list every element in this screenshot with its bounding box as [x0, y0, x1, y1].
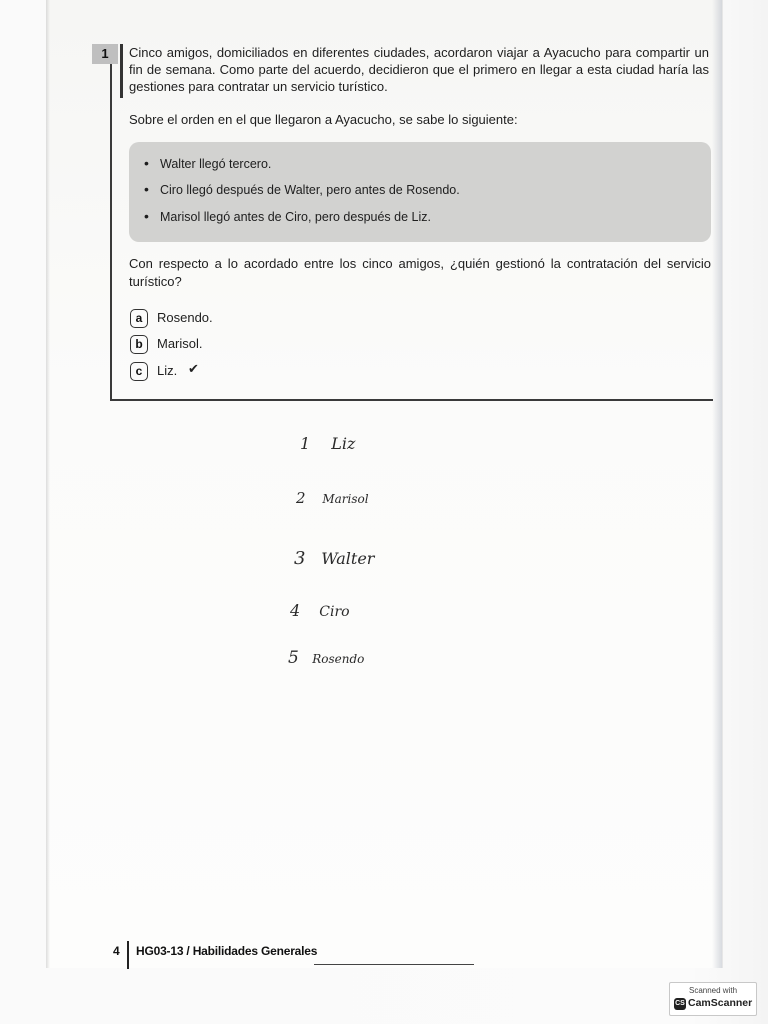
clue-text: Marisol llegó antes de Ciro, pero después de Liz. — [160, 210, 431, 224]
camscanner-logo-icon: CS — [674, 998, 686, 1010]
note-number: 1 — [300, 434, 311, 453]
handwritten-note — [296, 489, 369, 507]
clue-item — [144, 181, 460, 197]
note-number: 3 — [294, 548, 306, 569]
handwritten-note — [288, 648, 364, 668]
course-code: HG03-13 / Habilidades Generales — [136, 944, 318, 958]
question-number: 1 — [92, 44, 118, 64]
note-text: Marisol — [322, 492, 369, 506]
clues-box — [129, 142, 711, 242]
handwritten-note — [300, 434, 355, 453]
option-label: Rosendo. — [157, 310, 213, 325]
bullet-icon: • — [144, 181, 149, 197]
question-frame-left — [110, 64, 112, 400]
option-label: Marisol. — [157, 336, 203, 351]
option-letter-box: c — [130, 362, 148, 381]
question-prompt: Con respecto a lo acordado entre los cinco amigos, ¿quién gestionó la contratación del servicio turístico? — [129, 256, 711, 289]
handwritten-note — [294, 548, 374, 569]
question-stem: Cinco amigos, domiciliados en diferentes ciudades, acordaron viajar a Ayacucho para compartir un fin de semana. Como parte del acuerdo, decidieron que el primero en llegar a esta ciudad haría las gestiones para contratar un servicio turístico. — [129, 45, 709, 94]
scanner-brand-name: CamScanner — [688, 997, 753, 1009]
option-letter-box: a — [130, 309, 148, 328]
page-right-edge-shadow — [712, 0, 722, 968]
bullet-icon: • — [144, 155, 149, 171]
clue-text: Walter llegó tercero. — [160, 157, 272, 171]
question-number-divider — [120, 44, 123, 98]
footer-divider — [127, 941, 129, 969]
clue-text: Ciro llegó después de Walter, pero antes de Rosendo. — [160, 183, 460, 197]
scanner-watermark — [669, 982, 757, 1016]
note-text: Ciro — [319, 604, 350, 620]
check-mark-icon: ✔ — [188, 361, 199, 376]
footer-rule — [314, 964, 474, 965]
option-letter-box: b — [130, 335, 148, 354]
note-text: Walter — [321, 549, 375, 568]
clue-item — [144, 155, 271, 171]
note-number: 4 — [290, 601, 301, 620]
note-number: 5 — [288, 648, 299, 668]
page-number: 4 — [113, 944, 120, 958]
handwritten-note — [290, 601, 350, 620]
option-label: Liz. — [157, 363, 178, 378]
question-frame-bottom — [110, 399, 713, 401]
bullet-icon: • — [144, 208, 149, 224]
page-left-edge-shadow — [46, 0, 50, 968]
clue-item — [144, 208, 431, 224]
note-text: Liz — [331, 434, 356, 453]
note-number: 2 — [296, 489, 306, 507]
scanner-watermark-caption: Scanned with — [688, 986, 738, 995]
note-text: Rosendo — [312, 652, 365, 666]
question-intro-clues: Sobre el orden en el que llegaron a Ayacucho, se sabe lo siguiente: — [129, 112, 518, 127]
